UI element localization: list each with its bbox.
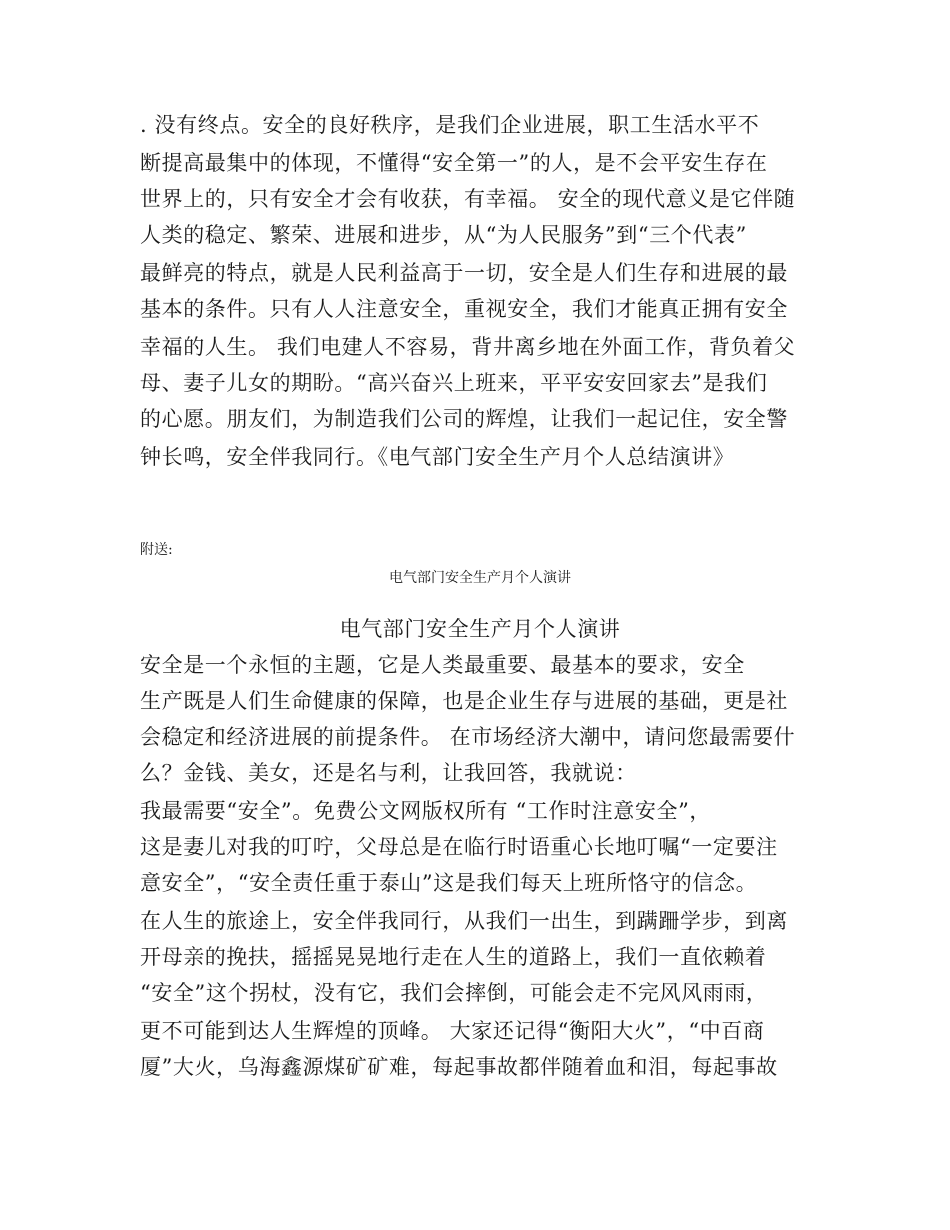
paragraph-line: 世界上的，只有安全才会有收获，有幸福。 安全的现代意义是它伴随 bbox=[140, 187, 796, 211]
paragraph-line: 基本的条件。只有人人注意安全，重视安全，我们才能真正拥有安全 bbox=[140, 297, 788, 321]
paragraph-line: 人类的稳定、繁荣、进展和进步，从“为人民服务”到“三个代表” bbox=[140, 223, 747, 247]
paragraph-line: 我最需要“安全”。免费公文网版权所有 “工作时注意安全”， bbox=[140, 799, 712, 823]
paragraph-line: 开母亲的挽扶，摇摇晃晃地行走在人生的道路上，我们一直依赖着 bbox=[140, 945, 767, 969]
paragraph-line: 么？金钱、美女，还是名与利，让我回答，我就说： bbox=[140, 761, 637, 785]
paragraph-line: 安全是一个永恒的主题，它是人类最重要、最基本的要求，安全 bbox=[140, 653, 745, 677]
paragraph-line: 的心愿。朋友们，为制造我们公司的辉煌，让我们一起记住，安全警 bbox=[140, 407, 788, 431]
main-title: 电气部门安全生产月个人演讲 bbox=[339, 617, 621, 641]
paragraph-line: 会稳定和经济进展的前提条件。 在市场经济大潮中，请问您最需要什 bbox=[140, 725, 796, 749]
paragraph-line: 在人生的旅途上，安全伴我同行，从我们一出生，到蹒跚学步，到离 bbox=[140, 909, 788, 933]
paragraph-line: 厦”大火，乌海鑫源煤矿矿难，每起事故都伴随着血和泪，每起事故 bbox=[140, 1055, 778, 1079]
paragraph-line: 生产既是人们生命健康的保障，也是企业生存与进展的基础，更是社 bbox=[140, 689, 788, 713]
paragraph-line: 幸福的人生。 我们电建人不容易，背井离乡地在外面工作，背负着父 bbox=[140, 335, 796, 359]
paragraph-line: 这是妻儿对我的叮咛，父母总是在临行时语重心长地叮嘱“一定要注 bbox=[140, 835, 778, 859]
paragraph-line: 母、妻子儿女的期盼。“高兴奋兴上班来，平平安安回家去”是我们 bbox=[140, 371, 768, 395]
paragraph-line: . 没有终点。安全的良好秩序，是我们企业进展，职工生活水平不 bbox=[140, 113, 760, 137]
paragraph-line: “安全”这个拐杖，没有它，我们会摔倒，可能会走不完风风雨雨， bbox=[140, 981, 768, 1005]
paragraph-line: 更不可能到达人生辉煌的顶峰。 大家还记得“衡阳大火”，“中百商 bbox=[140, 1019, 765, 1043]
paragraph-line: 钟长鸣，安全伴我同行。《电气部门安全生产月个人总结演讲》 bbox=[140, 445, 735, 469]
paragraph-line: 断提高最集中的体现，不懂得“安全第一”的人，是不会平安生存在 bbox=[140, 151, 768, 175]
small-title: 电气部门安全生产月个人演讲 bbox=[389, 570, 571, 586]
paragraph-line: 意安全”，“安全责任重于泰山”这是我们每天上班所恪守的信念。 bbox=[140, 871, 758, 895]
paragraph-line: 最鲜亮的特点，就是人民利益高于一切，安全是人们生存和进展的最 bbox=[140, 261, 788, 285]
appendix-label: 附送: bbox=[140, 542, 173, 558]
